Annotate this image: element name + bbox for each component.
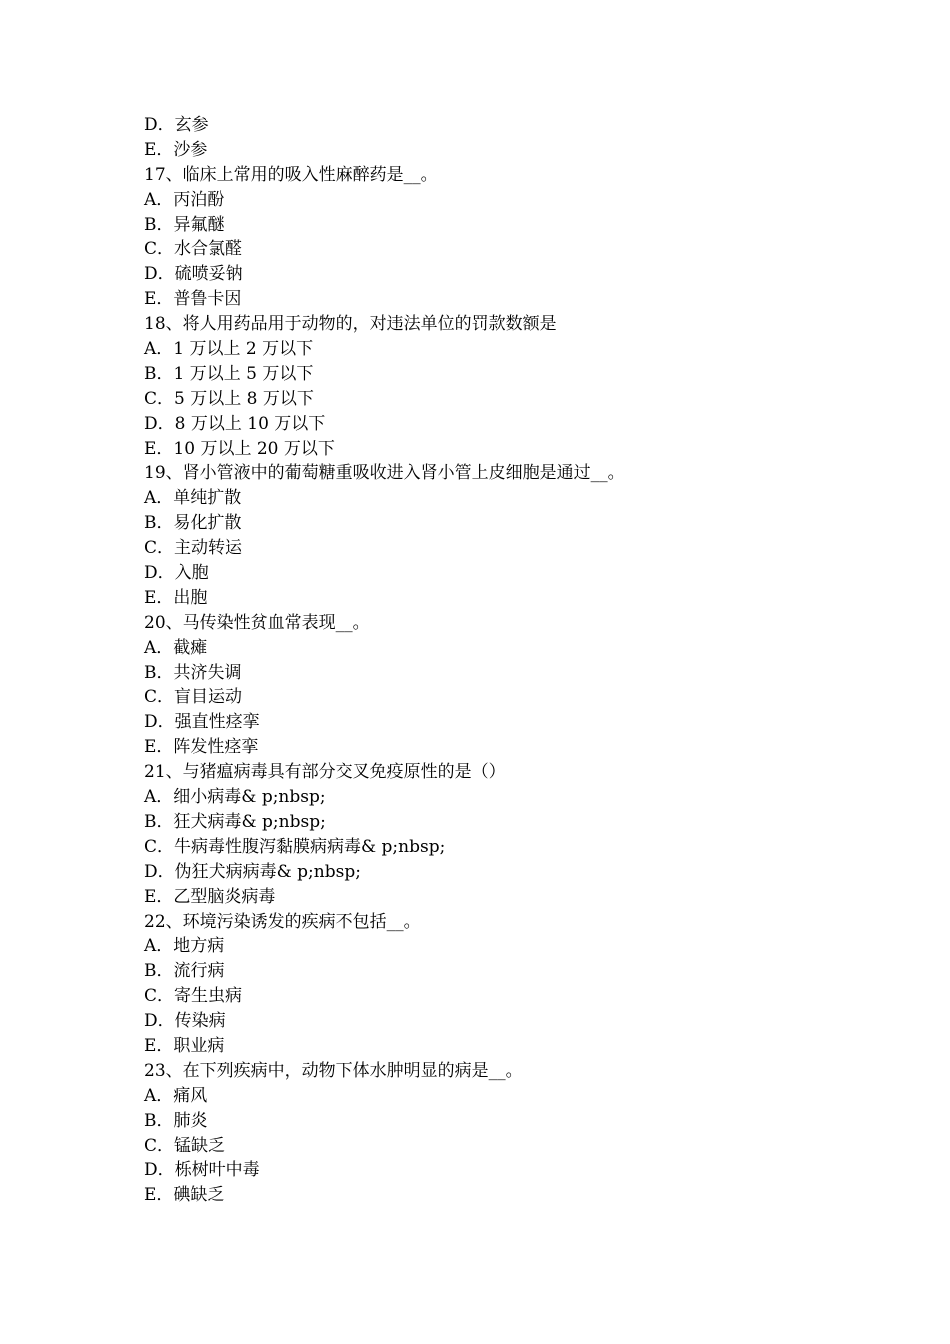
- answer-option: C．5 万以上 8 万以下: [144, 388, 314, 409]
- question-text: 19、肾小管液中的葡萄糖重吸收进入肾小管上皮细胞是通过__。: [144, 463, 625, 484]
- question-text: 23、在下列疾病中，动物下体水肿明显的病是__。: [144, 1060, 523, 1081]
- document-content: [144, 113, 844, 1208]
- question-text: 17、临床上常用的吸入性麻醉药是__。: [144, 164, 438, 185]
- answer-option: E．职业病: [144, 1035, 225, 1056]
- answer-option: E．碘缺乏: [144, 1185, 225, 1206]
- answer-option: B．易化扩散: [144, 513, 242, 534]
- answer-option: A．地方病: [144, 936, 225, 957]
- answer-option: C．水合氯醛: [144, 239, 243, 260]
- answer-option: E．10 万以上 20 万以下: [144, 438, 335, 459]
- answer-option: A．痛风: [144, 1085, 208, 1106]
- answer-option: B．流行病: [144, 961, 225, 982]
- answer-option: D．入胞: [144, 563, 209, 584]
- answer-option: A．细小病毒& p;nbsp;: [144, 787, 326, 808]
- answer-option: D．8 万以上 10 万以下: [144, 413, 326, 434]
- answer-option: E．沙参: [144, 139, 208, 160]
- answer-option: A．1 万以上 2 万以下: [144, 339, 314, 360]
- answer-option: C．主动转运: [144, 538, 243, 559]
- answer-option: D．强直性痉挛: [144, 712, 260, 733]
- question-text: 18、将人用药品用于动物的，对违法单位的罚款数额是: [144, 314, 557, 335]
- answer-option: D．伪狂犬病病毒& p;nbsp;: [144, 861, 361, 882]
- question-text: 20、马传染性贫血常表现__。: [144, 612, 370, 633]
- answer-option: C．寄生虫病: [144, 986, 243, 1007]
- answer-option: A．丙泊酚: [144, 189, 225, 210]
- question-text: 21、与猪瘟病毒具有部分交叉免疫原性的是（）: [144, 762, 506, 783]
- answer-option: A．单纯扩散: [144, 488, 242, 509]
- answer-option: B．狂犬病毒& p;nbsp;: [144, 811, 326, 832]
- answer-option: D．栎树叶中毒: [144, 1160, 260, 1181]
- answer-option: B．1 万以上 5 万以下: [144, 363, 314, 384]
- answer-option: E．阵发性痉挛: [144, 737, 259, 758]
- answer-option: D．硫喷妥钠: [144, 264, 243, 285]
- answer-option: E．普鲁卡因: [144, 289, 242, 310]
- answer-option: D．传染病: [144, 1011, 226, 1032]
- question-text: 22、环境污染诱发的疾病不包括__。: [144, 911, 421, 932]
- answer-option: A．截瘫: [144, 637, 208, 658]
- answer-option: E．乙型脑炎病毒: [144, 886, 276, 907]
- answer-option: D．玄参: [144, 115, 209, 135]
- answer-option: C．牛病毒性腹泻黏膜病病毒& p;nbsp;: [144, 836, 446, 857]
- answer-option: B．异氟醚: [144, 214, 225, 235]
- answer-option: B．肺炎: [144, 1110, 208, 1131]
- answer-option: B．共济失调: [144, 662, 242, 683]
- answer-option: E．出胞: [144, 587, 208, 608]
- answer-option: C．锰缺乏: [144, 1135, 226, 1156]
- answer-option: C．盲目运动: [144, 687, 243, 708]
